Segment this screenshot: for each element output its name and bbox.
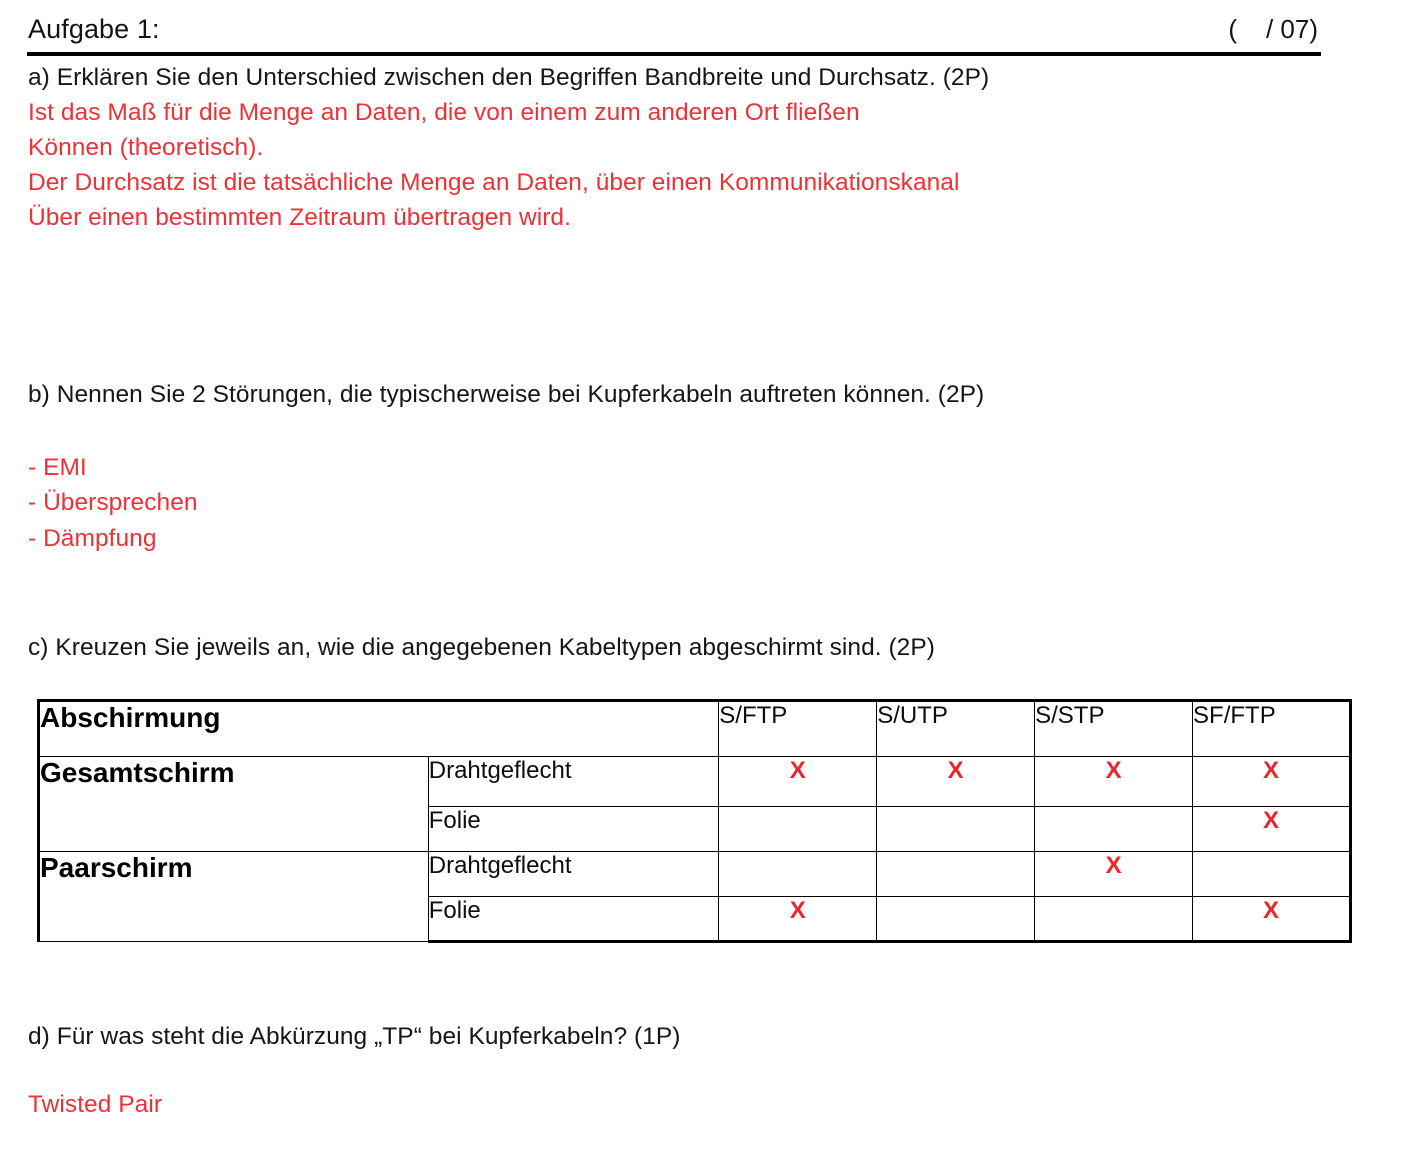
mark-cell[interactable]: X — [1193, 757, 1351, 807]
mark-cell[interactable] — [1035, 897, 1193, 942]
answer-a-line-4: Über einen bestimmten Zeitraum übertragen wird. — [28, 204, 571, 231]
table-row — [39, 757, 1351, 807]
answer-a-line-2: Können (theoretisch). — [28, 134, 264, 161]
mark-cell[interactable] — [1193, 852, 1351, 897]
question-c-prompt: c) Kreuzen Sie jeweils an, wie die angegebenen Kabeltypen abgeschirmt sind. (2P) — [28, 634, 935, 661]
row-group-label-paarschirm: Paarschirm — [39, 852, 429, 942]
question-a-prompt: a) Erklären Sie den Unterschied zwischen den Begriffen Bandbreite und Durchsatz. (2P) — [28, 64, 990, 91]
header-divider — [27, 52, 1321, 56]
table-left-border-overlay — [37, 755, 40, 940]
row-subtype-gesamtschirm-folie: Folie — [428, 807, 719, 852]
table-header-row — [39, 701, 1351, 757]
page-title: Aufgabe 1: — [28, 14, 160, 44]
row-subtype-gesamtschirm-drahtgeflecht: Drahtgeflecht — [428, 757, 719, 807]
mark-cell[interactable] — [1035, 807, 1193, 852]
mark-cell[interactable] — [719, 852, 877, 897]
mark-cell[interactable]: X — [1193, 807, 1351, 852]
answer-b-line-3: - Dämpfung — [28, 525, 157, 552]
mark-cell[interactable] — [719, 807, 877, 852]
column-header-s-stp: S/STP — [1035, 701, 1193, 757]
answer-a-line-3: Der Durchsatz ist die tatsächliche Menge an Daten, über einen Kommunikationskanal — [28, 169, 960, 196]
table-corner-label: Abschirmung — [39, 701, 719, 757]
answer-b-line-2: - Übersprechen — [28, 489, 198, 516]
question-d-prompt: d) Für was steht die Abkürzung „TP“ bei Kupferkabeln? (1P) — [28, 1023, 681, 1050]
row-group-label-gesamtschirm: Gesamtschirm — [39, 757, 429, 852]
score-field[interactable]: ( / 07) — [1228, 14, 1318, 44]
column-header-s-ftp: S/FTP — [719, 701, 877, 757]
mark-cell[interactable]: X — [1193, 897, 1351, 942]
answer-a-line-1: Ist das Maß für die Menge an Daten, die von einem zum anderen Ort fließen — [28, 99, 860, 126]
row-subtype-paarschirm-folie: Folie — [428, 897, 719, 942]
mark-cell[interactable]: X — [1035, 757, 1193, 807]
mark-cell[interactable] — [877, 807, 1035, 852]
mark-cell[interactable] — [877, 852, 1035, 897]
column-header-sf-ftp: SF/FTP — [1193, 701, 1351, 757]
page-header — [28, 14, 1320, 45]
mark-cell[interactable]: X — [719, 897, 877, 942]
table-row — [39, 852, 1351, 897]
mark-cell[interactable]: X — [877, 757, 1035, 807]
row-subtype-paarschirm-drahtgeflecht: Drahtgeflecht — [428, 852, 719, 897]
mark-cell[interactable]: X — [719, 757, 877, 807]
answer-b-line-1: - EMI — [28, 454, 87, 481]
question-b-prompt: b) Nennen Sie 2 Störungen, die typischerweise bei Kupferkabeln auftreten können. (2P) — [28, 381, 985, 408]
mark-cell[interactable]: X — [1035, 852, 1193, 897]
shielding-table — [37, 699, 1352, 943]
mark-cell[interactable] — [877, 897, 1035, 942]
answer-d-line-1: Twisted Pair — [28, 1091, 163, 1118]
column-header-s-utp: S/UTP — [877, 701, 1035, 757]
